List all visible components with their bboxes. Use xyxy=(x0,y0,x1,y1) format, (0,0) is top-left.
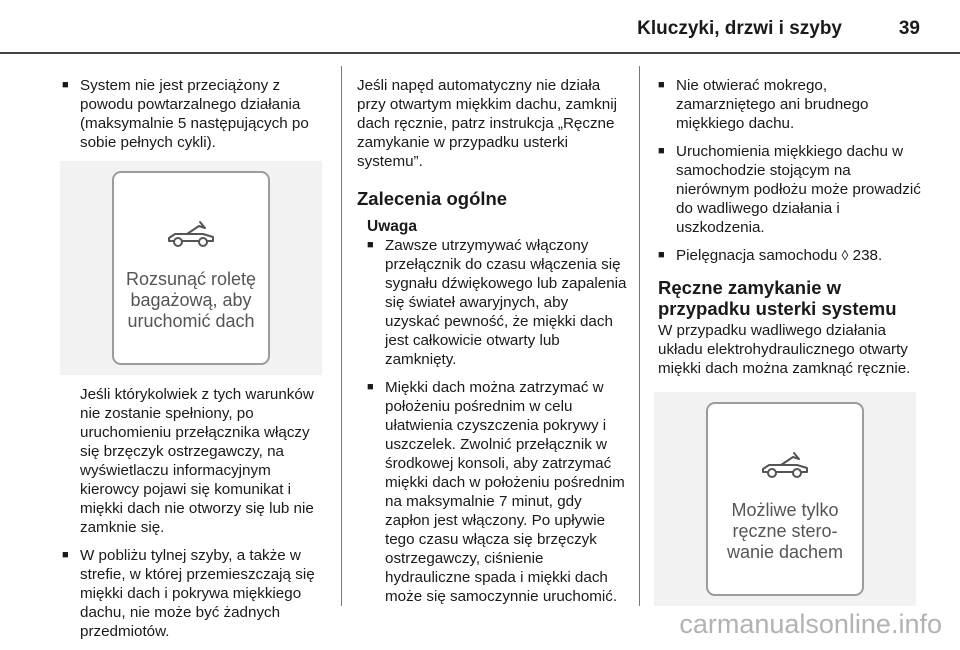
display-message: Rozsunąć roletę bagażową, aby uruchomić dach xyxy=(125,269,257,331)
bullet-item: ■ System nie jest przeciążony z powodu powtarzalnego działania (maksymalnie 5 następujących po sobie pełnych cykli). xyxy=(62,76,332,152)
bullet-item: ■ W pobliżu tylnej szyby, a także w strefie, w której przemieszczają się miękki dach i pokrywa miękkiego dachu, nie może być żadnych przedmiotów. xyxy=(62,546,332,641)
page-number: 39 xyxy=(898,18,920,39)
bullet-item: ■ Zawsze utrzymywać włączony przełącznik do czasu włączenia się sygnału dźwiękowego lub zapalenia się świateł awaryjnych, aby uzyskać pewność, że miękki dach jest całkowicie otwarty lub zamknięty. xyxy=(367,236,627,369)
bullet-text: Pielęgnacja samochodu xyxy=(676,247,842,264)
bullet-item: ■ Nie otwierać mokrego, zamarzniętego ani brudnego miękkiego dachu. xyxy=(658,76,924,133)
paragraph: W przypadku wadliwego działania układu elektrohydraulicznego otwarty miękki dach można zamknąć ręcznie. xyxy=(658,322,911,377)
column-divider-2 xyxy=(639,66,640,606)
page-ref-number: 238. xyxy=(848,247,883,264)
bullet-item xyxy=(658,246,924,265)
convertible-car-icon xyxy=(759,450,811,480)
bullet-item: ■ Miękki dach można zatrzymać w położeniu pośrednim w celu ułatwienia czyszczenia pokrywy i uszczelek. Zwolnić przełącznik w środkowej konsoli, aby zatrzymać miękki dach w położeniu pośrednim na maksymalnie 7 minut, gdy zapłon jest włączony. Po upływie tego czasu włącza się brzęczyk ostrzegawczy, ciśnienie hydrauliczne spada i miękki dach może się samoczynnie uruchomić. xyxy=(367,378,627,606)
display-message: Możliwe tylko ręczne stero- wanie dachem xyxy=(726,500,844,562)
bullet-item: ■ Uruchomienia miękkiego dachu w samochodzie stojącym na nierównym podłożu może prowadzić do wadliwego działania i uszkodzenia. xyxy=(658,142,924,237)
convertible-car-icon xyxy=(165,219,217,249)
note-body xyxy=(357,236,627,606)
header-rule xyxy=(0,52,960,54)
footer-watermark: carmanualsonline.info xyxy=(679,609,942,639)
section-heading: Ręczne zamykanie w przypadku usterki systemu xyxy=(658,277,897,319)
figure-display-manual-only xyxy=(654,392,916,606)
page-ref-arrow-icon: ◊ xyxy=(841,247,849,263)
note-label: Uwaga xyxy=(367,218,417,235)
column-2 xyxy=(357,76,627,615)
column-3 xyxy=(658,76,924,606)
column-divider-1 xyxy=(341,66,342,606)
paragraph: Jeśli napęd automatyczny nie działa przy otwartym miękkim dachu, zamknij dach ręcznie, patrz instrukcja „Ręczne zamykanie w przypadku usterki systemu”. xyxy=(357,77,617,170)
column-1 xyxy=(62,76,332,650)
driver-info-display xyxy=(112,171,270,365)
section-heading: Zalecenia ogólne xyxy=(357,188,508,209)
figure-display-roller-blind xyxy=(60,161,322,375)
driver-info-display xyxy=(706,402,864,596)
header-title: Kluczyki, drzwi i szyby xyxy=(637,18,842,39)
paragraph: Jeśli którykolwiek z tych warunków nie zostanie spełniony, po uruchomieniu przełącznika włączy się brzęczyk ostrzegawczy, na wyświetlaczu informacyjnym kierowcy pojawi się komunikat i miękki dach nie otworzy się lub nie zamknie się. xyxy=(80,386,314,536)
